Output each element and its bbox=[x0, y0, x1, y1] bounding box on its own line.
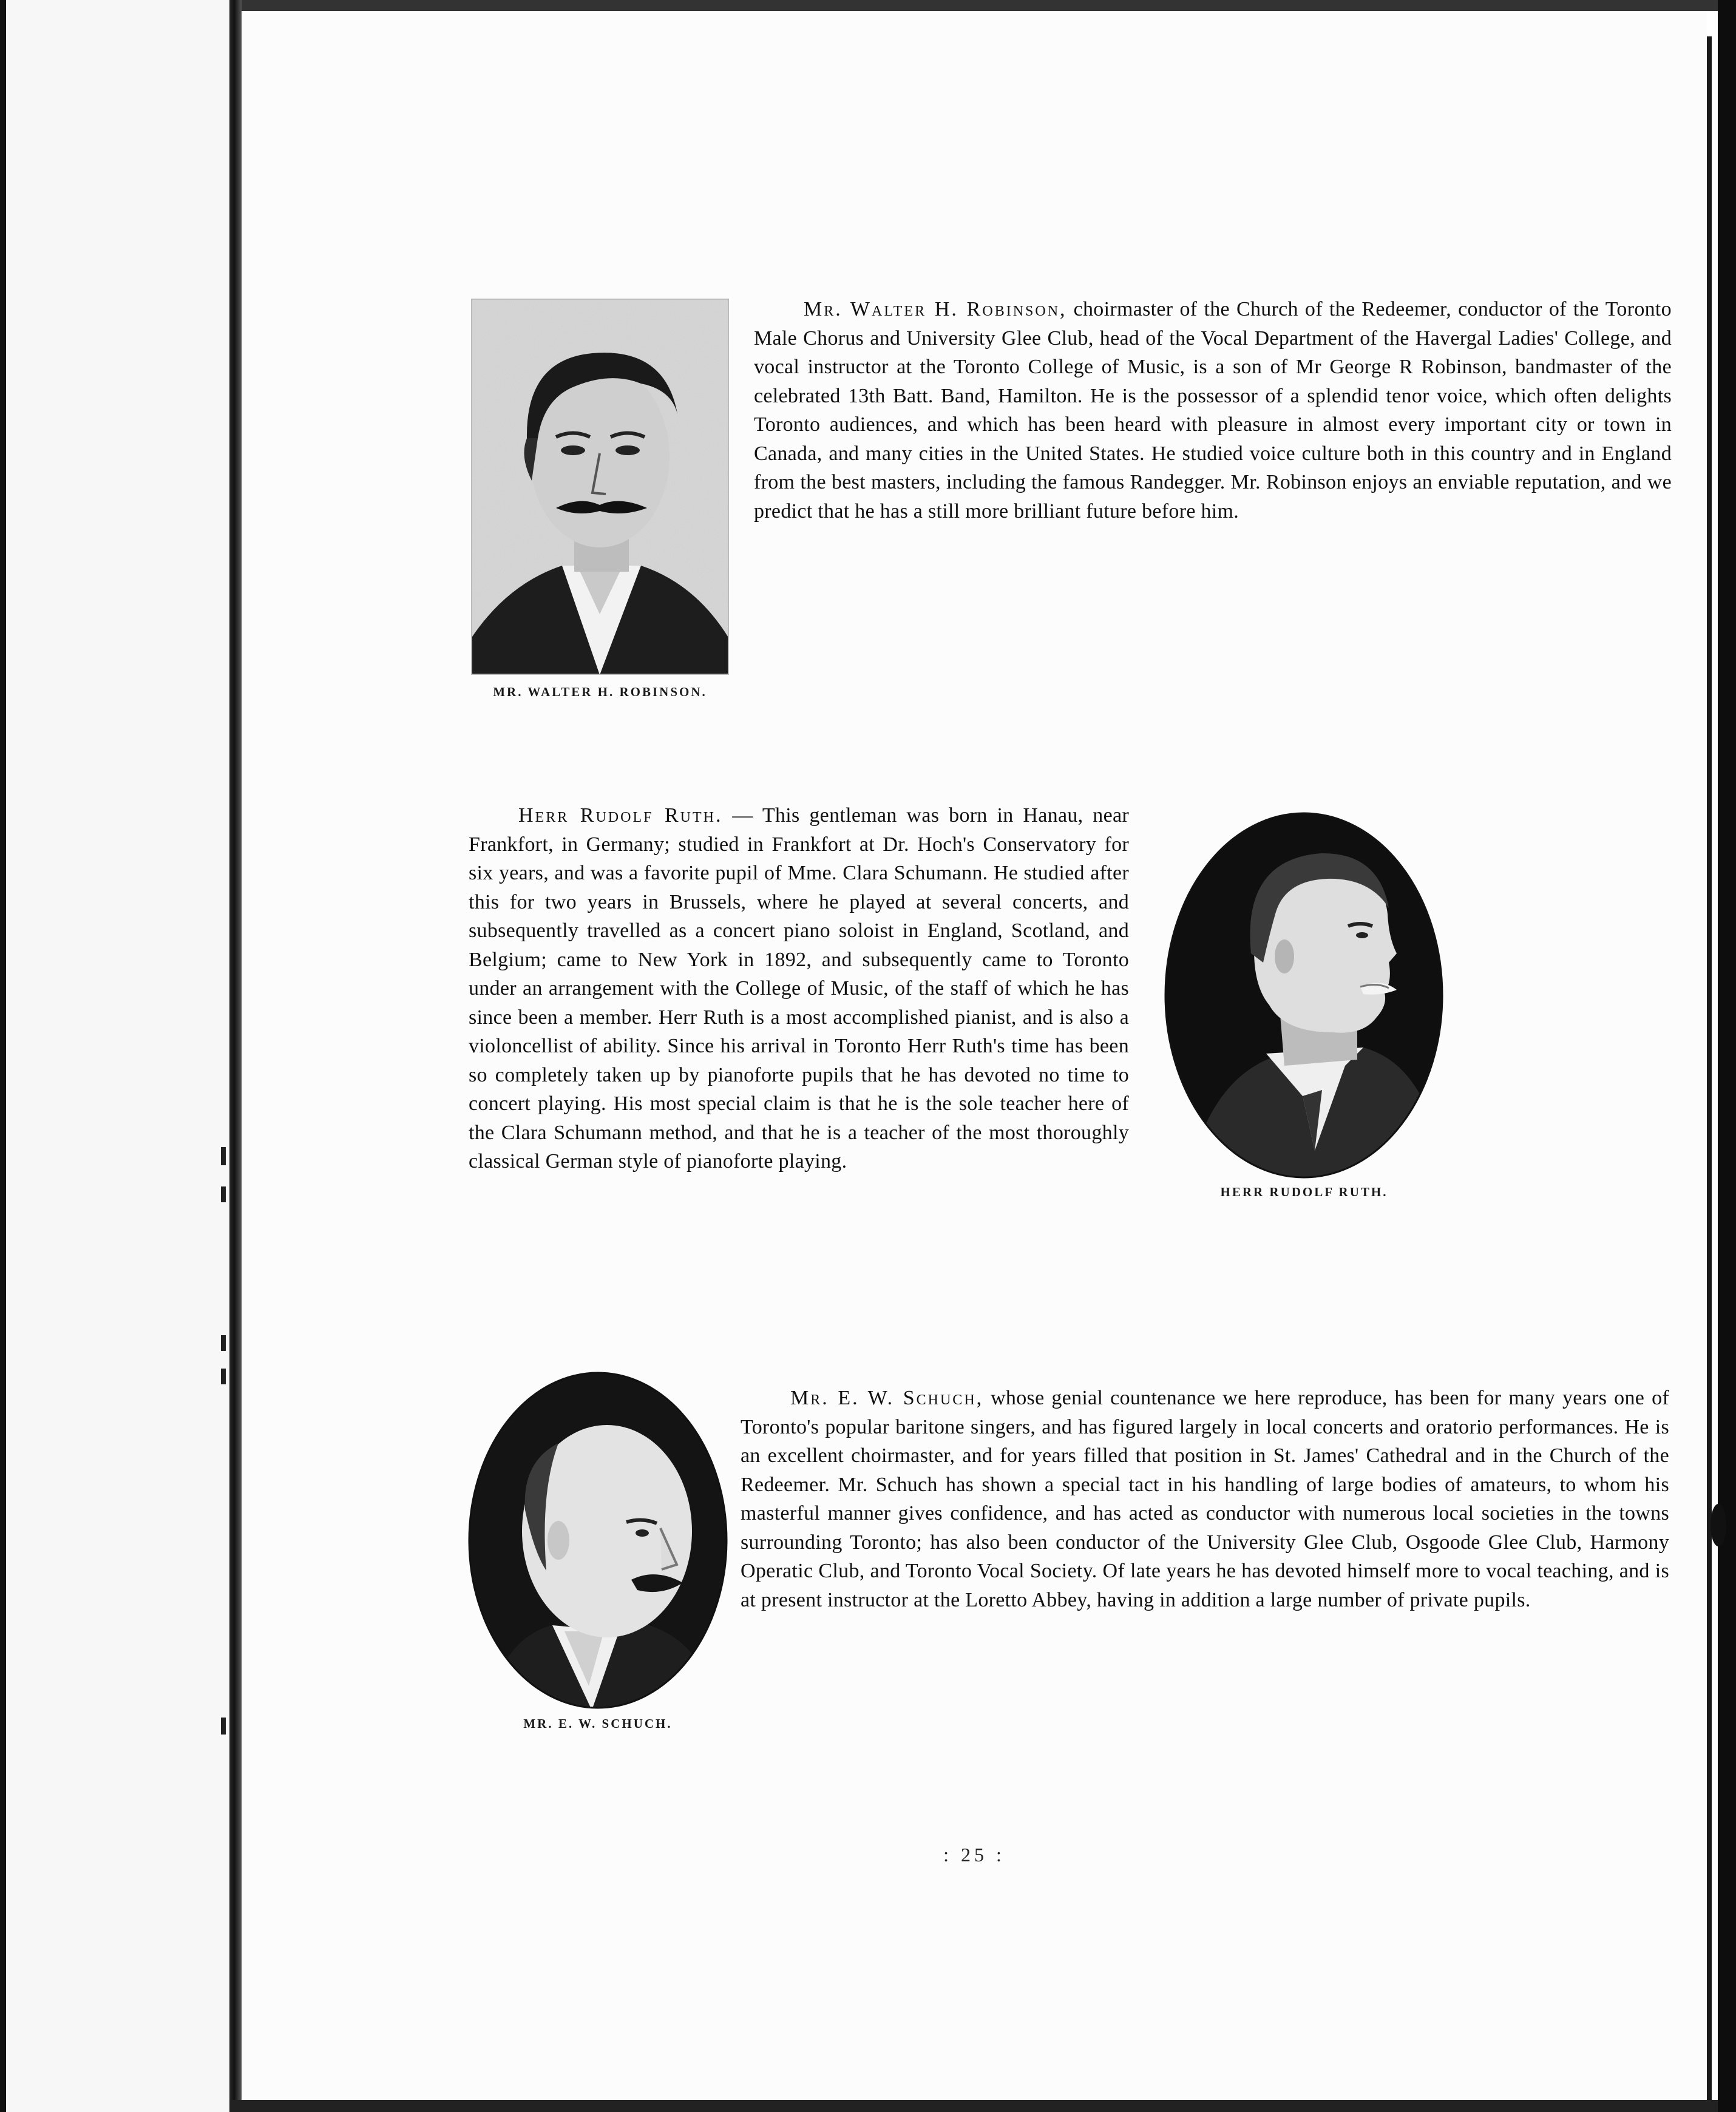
caption-schuch: MR. E. W. SCHUCH. bbox=[523, 1716, 673, 1731]
section-schuch bbox=[242, 11, 1707, 1832]
book-page bbox=[242, 11, 1707, 2100]
scan-mark bbox=[221, 1718, 226, 1735]
name-schuch: Mr. E. W. Schuch, bbox=[790, 1387, 984, 1409]
text-robinson: choirmaster of the Church of the Redeemer, conductor of the Toronto Male Chorus and University Glee Club, head of the Vocal Department of the Havergal Ladies' College, and vocal instructor at the Toronto College of Music, is a son of Mr George R Robinson, bandmaster of the celebrated 13th Batt. Band, Hamilton. He is the possessor of a splendid tenor voice, which often delights Toronto audiences, and which has been heard with pleasure in almost every important city or town in Canada, and many cities in the United States. He studied voice culture both in this country and in England from the best masters, including the famous Randegger. Mr. Robinson enjoys an enviable reputation, and we predict that he has a still more brilliant future before him. bbox=[754, 298, 1672, 523]
name-robinson: Mr. Walter H. Robinson, bbox=[804, 298, 1067, 320]
scan-border-top bbox=[242, 0, 1736, 11]
facing-page-edge bbox=[0, 0, 229, 2112]
bio-schuch bbox=[741, 1384, 1669, 1614]
book-gutter bbox=[229, 0, 242, 2112]
scan-border-bottom bbox=[229, 2100, 1736, 2112]
page-number: : 25 : bbox=[943, 1844, 1005, 1866]
scan-mark bbox=[221, 1369, 226, 1384]
text-schuch: whose genial countenance we here reproduce, has been for many years one of Toronto's popular baritone singers, and has figured largely in local concerts and oratorio performances. He is an excellent choirmaster, and for years filled that position in St. James' Cathedral and in the Church of the Redeemer. Mr. Schuch has shown a special tact in his handling of large bodies of amateurs, to whom his masterful manner gives confidence, and has acted as conductor with numerous local societies in the towns surrounding Toronto; has also been conductor of the University Glee Club, Osgoode Glee Club, Harmony Operatic Club, and Toronto Vocal Society. Of late years he has devoted himself more to vocal teaching, and is at present instructor at the Loretto Abbey, having in addition a large number of private pupils. bbox=[741, 1387, 1669, 1611]
caption-ruth: HERR RUDOLF RUTH. bbox=[1220, 1185, 1388, 1199]
name-ruth: Herr Rudolf Ruth. bbox=[518, 804, 723, 827]
text-ruth: — This gentleman was born in Hanau, near Frankfort, in Germany; studied in Frankfort at Dr. Hoch's Conservatory for six years, and was a favorite pupil of Mme. Clara Schumann. He studied after this for two years in Brussels, where he played at several concerts, and subsequently travelled as a concert piano soloist in England, Scotland, and Belgium; came to New York in 1892, and subsequently came to Toronto under an arrangement with the College of Music, of the staff of which he has since been a member. Herr Ruth is a most accomplished pianist, and is also a violoncellist of ability. Since his arrival in Toronto Herr Ruth's time has been so completely taken up by pianoforte pupils that he has devoted no time to concert playing. His most special claim is that he is the sole teacher here of the Clara Schumann method, and that he is a teacher of the most thoroughly classical German style of pianoforte playing. bbox=[469, 804, 1129, 1173]
scan-border-right bbox=[1718, 0, 1736, 2112]
scan-border-right-inner bbox=[1707, 36, 1712, 2100]
scan-blot bbox=[1711, 1504, 1726, 1546]
scan-mark bbox=[221, 1335, 226, 1351]
portrait-schuch bbox=[467, 1370, 728, 1710]
scan-border-left bbox=[0, 0, 6, 2112]
scan-mark bbox=[221, 1186, 226, 1202]
caption-robinson: MR. WALTER H. ROBINSON. bbox=[493, 685, 707, 699]
scan-mark bbox=[221, 1147, 226, 1165]
